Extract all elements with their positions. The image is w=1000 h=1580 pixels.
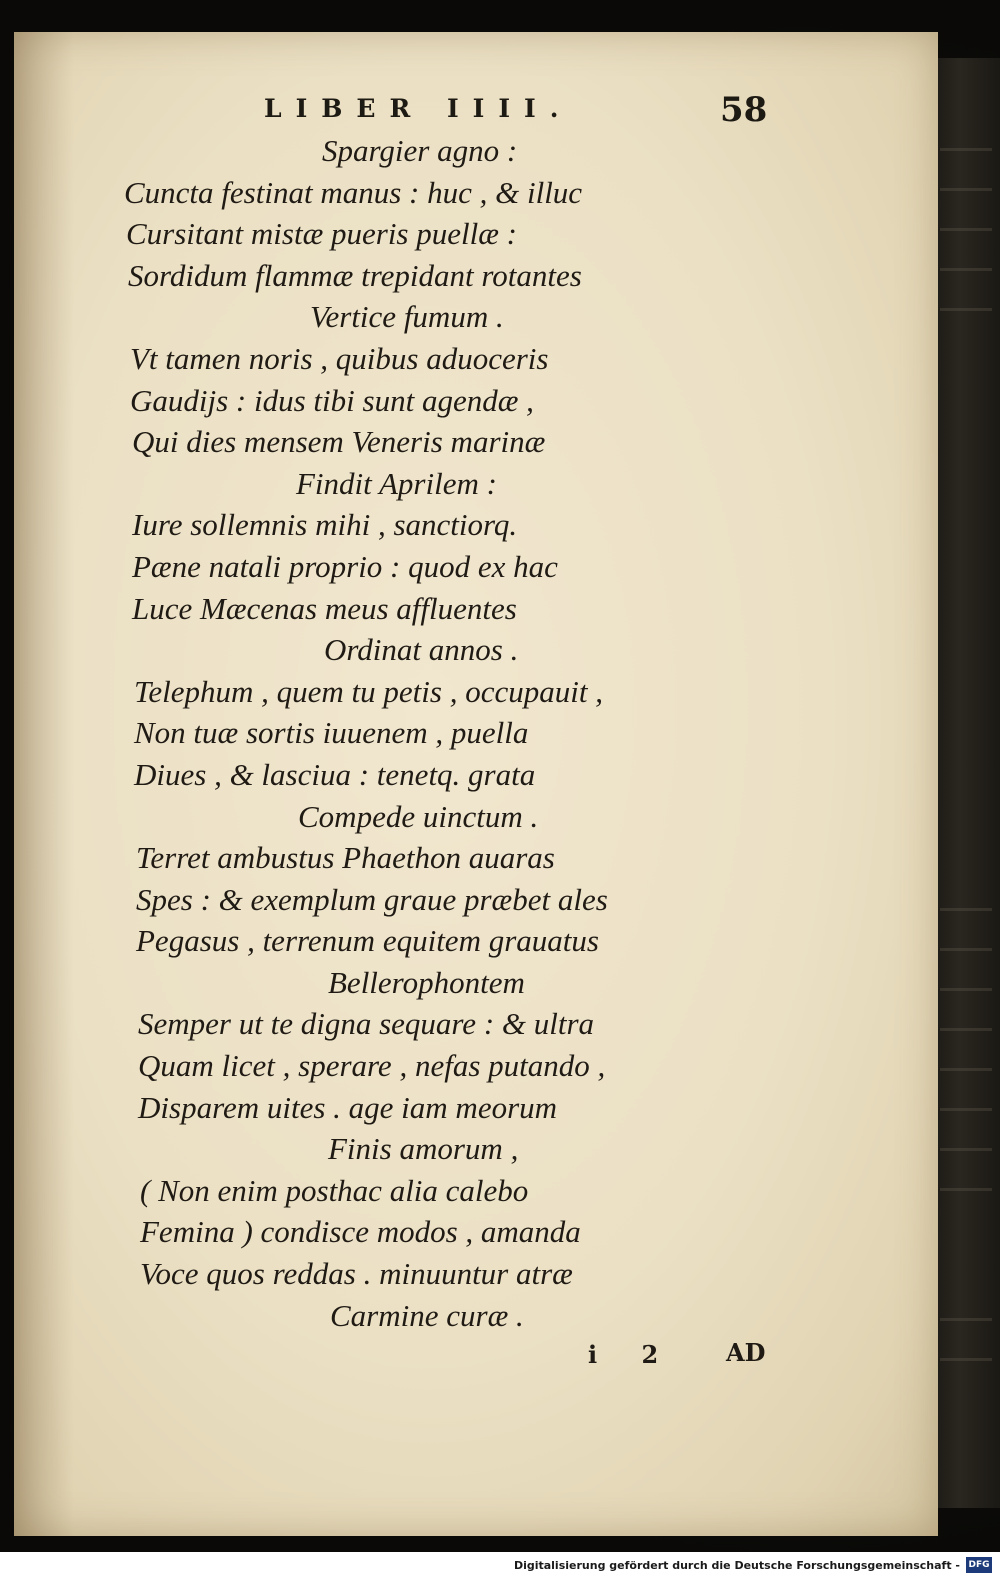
verse-line: Compede uinctum .	[298, 798, 539, 834]
running-title: LIBER IIII.	[264, 94, 573, 123]
bleed-mark	[940, 148, 992, 151]
running-head	[14, 90, 938, 130]
verse-line: Sordidum flammæ trepidant rotantes	[128, 257, 582, 293]
bleed-mark	[940, 268, 992, 271]
verse-line: Vt tamen noris , quibus aduoceris	[130, 340, 549, 376]
verse-line: Pæne natali proprio : quod ex hac	[132, 548, 558, 584]
bleed-mark	[940, 1318, 992, 1321]
page-number: 58	[720, 90, 768, 130]
bleed-mark	[940, 188, 992, 191]
verse-line: ( Non enim posthac alia calebo	[140, 1172, 529, 1208]
verse-line: Telephum , quem tu petis , occupauit ,	[134, 673, 603, 709]
verse-line: Findit Aprilem :	[296, 465, 497, 501]
verse-line: Luce Mæcenas meus affluentes	[132, 590, 517, 626]
bleed-mark	[940, 1068, 992, 1071]
bleed-mark	[940, 228, 992, 231]
funding-credit: Digitalisierung gefördert durch die Deutsche Forschungsgemeinschaft -	[513, 1559, 960, 1572]
verse-line: Diues , & lasciua : tenetq. grata	[134, 756, 536, 792]
bleed-mark	[940, 308, 992, 311]
book-page	[14, 32, 938, 1536]
verse-line: Terret ambustus Phaethon auaras	[136, 840, 555, 876]
verse-line: Femina ) condisce modos , amanda	[140, 1214, 581, 1250]
verse-line: Spargier agno :	[322, 133, 518, 168]
bleed-mark	[940, 988, 992, 991]
bleed-mark	[940, 908, 992, 911]
verse-line: Qui dies mensem Veneris marinæ	[132, 424, 546, 460]
verse-line: Pegasus , terrenum equitem grauatus	[136, 923, 599, 959]
verse-line: Voce quos reddas . minuuntur atræ	[140, 1256, 573, 1292]
bleed-mark	[940, 1148, 992, 1151]
verse-line: Iure sollemnis mihi , sanctiorq.	[132, 507, 518, 543]
catchword: AD	[726, 1338, 766, 1367]
verse-line: Carmine curæ .	[330, 1297, 524, 1333]
bleed-mark	[940, 1188, 992, 1191]
verse-line: Vertice fumum .	[310, 299, 504, 335]
verse-text	[14, 130, 938, 1336]
verse-line: Semper ut te digna sequare : & ultra	[138, 1006, 595, 1042]
signature-mark: i 2	[588, 1340, 677, 1369]
bleed-mark	[940, 1108, 992, 1111]
verse-line: Gaudijs : idus tibi sunt agendæ ,	[130, 382, 534, 418]
verse-line: Disparem uites . age iam meorum	[138, 1089, 558, 1125]
verse-line: Quam licet , sperare , nefas putando ,	[138, 1048, 606, 1084]
verse-line: Cursitant mistæ pueris puellæ :	[126, 216, 517, 252]
dfg-logo: DFG	[966, 1557, 992, 1573]
verse-line: Spes : & exemplum graue præbet ales	[136, 881, 608, 917]
verse-line: Non tuæ sortis iuuenem , puella	[134, 715, 529, 751]
verse-line: Ordinat annos .	[324, 632, 519, 668]
bleed-mark	[940, 1028, 992, 1031]
adjacent-page-edge	[932, 58, 1000, 1508]
verse-line: Finis amorum ,	[328, 1131, 519, 1167]
bleed-mark	[940, 1358, 992, 1361]
verse-line: Bellerophontem	[328, 964, 525, 1000]
bleed-mark	[940, 948, 992, 951]
verse-line: Cuncta festinat manus : huc , & illuc	[124, 174, 583, 210]
